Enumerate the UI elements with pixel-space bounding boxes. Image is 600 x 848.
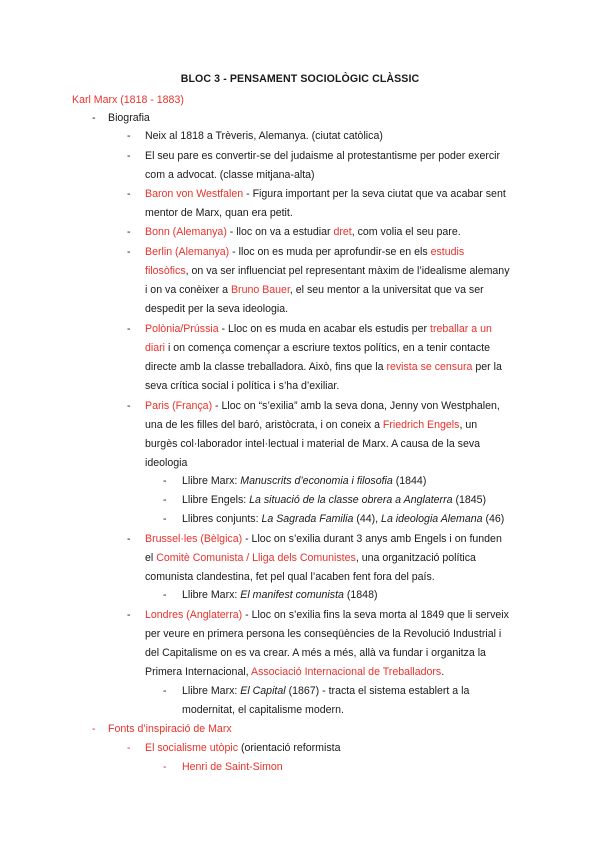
bio-item-birth: Neix al 1818 a Trèveris, Alemanya. (ciutat catòlica) xyxy=(145,130,383,142)
section-heading-karl-marx: Karl Marx (1818 - 1883) xyxy=(72,94,184,106)
bio-item-bonn: Bonn (Alemanya) - lloc on va a estudiar dret, com volia el seu pare. xyxy=(145,226,461,238)
bio-item-london: Londres (Anglaterra) - Lloc on s’exilia fins la seva morta al 1849 que li serveix per veure en primera persona les conseqüències de la Revolució Industrial i del Capitalisme on es va crear. A més a més, allà va fundar i organitza la Primera Internacional, Associació Internacional de Treballadors. xyxy=(145,609,509,678)
books-joint: Llibres conjunts: La Sagrada Familia (44), La ideologia Alemana (46) xyxy=(182,513,505,525)
bullet-dash: - xyxy=(127,226,131,238)
book-engels-situacio: Llibre Engels: La situació de la classe obrera a Anglaterra (1845) xyxy=(182,494,487,506)
bio-item-brussels: Brussel·les (Bèlgica) - Lloc on s’exilia durant 3 anys amb Engels i on funden el Comitè Comunista / Lliga dels Comunistes, una organització política comunista clandestina, fet pel qual l’acaben fent fora del país. xyxy=(145,533,502,583)
bullet-dash: - xyxy=(127,742,131,754)
bio-item-westfalen: Baron von Westfalen - Figura important per la seva ciutat que va acabar sent mentor de Marx, quan era petit. xyxy=(145,188,506,219)
bullet-dash: - xyxy=(92,112,96,124)
bullet-dash: - xyxy=(163,589,167,601)
bullet-dash: - xyxy=(163,685,167,697)
bullet-dash: - xyxy=(163,475,167,487)
bio-item-paris: Paris (França) - Lloc on “s’exilia” amb la seva dona, Jenny von Westphalen, una de les filles del baró, aristòcrata, i on coneix a Friedrich Engels, un burgès col·laborador intel·lectual i material de Marx. A causa de la seva ideologia xyxy=(145,400,500,469)
bullet-dash: - xyxy=(163,494,167,506)
bullet-dash: - xyxy=(92,723,96,735)
document-title: BLOC 3 - PENSAMENT SOCIOLÒGIC CLÀSSIC xyxy=(180,73,420,85)
fonts-item-socialisme: El socialisme utòpic (orientació reformista xyxy=(145,742,341,754)
bullet-dash: - xyxy=(127,150,131,162)
bio-item-berlin: Berlin (Alemanya) - lloc on es muda per aprofundir-se en els estudis filosòfics, on va ser influenciat pel representant màxim de l’idealisme alemany i on va conèixer a Bruno Bauer, el seu mentor a la universitat que va ser despedit per la seva ideologia. xyxy=(145,246,510,315)
bio-item-father: El seu pare es convertir-se del judaisme al protestantisme per poder exercir com a advocat. (classe mitjana-alta) xyxy=(145,150,501,181)
bullet-dash: - xyxy=(127,130,131,142)
bullet-dash: - xyxy=(127,533,131,545)
bullet-dash: - xyxy=(127,400,131,412)
bullet-dash: - xyxy=(127,323,131,335)
bullet-dash: - xyxy=(163,761,167,773)
subheading-fonts-inspiracio: Fonts d’inspiració de Marx xyxy=(108,723,232,735)
bio-item-prussia: Polònia/Prússia - Lloc on es muda en acabar els estudis per treballar a un diari i on comença començar a escriure textos polítics, en a tenir contacte directe amb la classe treballadora. Això, fins que la revista se censura per la seva crítica social i política i s’ha d’exiliar. xyxy=(145,323,502,392)
bullet-dash: - xyxy=(163,513,167,525)
bullet-dash: - xyxy=(127,188,131,200)
book-manifest: Llibre Marx: El manifest comunista (1848) xyxy=(182,589,378,601)
fonts-item-saint-simon: Henri de Saint-Simon xyxy=(182,761,283,773)
bullet-dash: - xyxy=(127,246,131,258)
bullet-dash: - xyxy=(127,609,131,621)
book-capital: Llibre Marx: El Capital (1867) - tracta el sistema establert a la modernitat, el capitalisme modern. xyxy=(182,685,470,716)
subheading-biografia: Biografia xyxy=(108,112,150,124)
book-marx-manuscrits: Llibre Marx: Manuscrits d’economia i filosofia (1844) xyxy=(182,475,427,487)
